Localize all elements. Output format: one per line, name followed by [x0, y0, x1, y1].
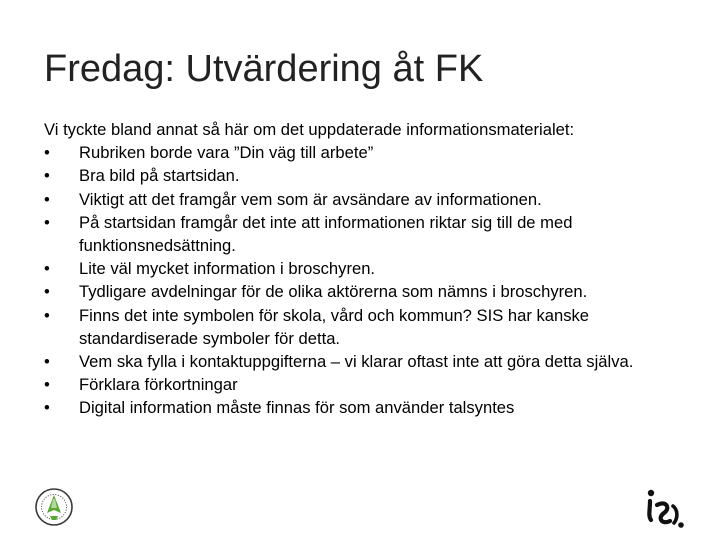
list-item-text: Bra bild på startsidan. [79, 166, 240, 186]
list-item [44, 396, 684, 419]
list-item [44, 304, 684, 350]
bullet-marker: • [44, 259, 50, 279]
list-item-text: Digital information måste finnas för som använder talsyntes [79, 398, 515, 418]
list-item-text: Lite väl mycket information i broschyren. [79, 259, 376, 279]
list-item-text: På startsidan framgår det inte att informationen riktar sig till de med funktionsnedsättning. [79, 212, 573, 256]
list-item [44, 350, 684, 373]
bullet-marker: • [44, 305, 50, 325]
bullet-list [44, 141, 684, 419]
bullet-marker: • [44, 189, 50, 209]
slide-body [44, 118, 684, 420]
list-item [44, 257, 684, 280]
bullet-marker: • [44, 282, 50, 302]
list-item-text: Tydligare avdelningar för de olika aktörerna som nämns i broschyren. [79, 282, 588, 302]
list-item-text: Viktigt att det framgår vem som är avsändare av informationen. [79, 189, 542, 209]
bullet-marker: • [44, 375, 50, 395]
list-item-text: Förklara förkortningar [79, 375, 238, 395]
list-item [44, 164, 684, 187]
list-item [44, 141, 684, 164]
green-round-emblem-graphic [34, 486, 74, 528]
list-item [44, 280, 684, 303]
bullet-marker: • [44, 143, 50, 163]
bullet-marker: • [44, 212, 50, 232]
stylized-organization-logo-icon [640, 488, 688, 530]
bullet-marker: • [44, 398, 50, 418]
list-item-text: Vem ska fylla i kontaktuppgifterna – vi klarar oftast inte att göra detta själva. [79, 352, 634, 372]
list-item-text: Rubriken borde vara ”Din väg till arbete” [79, 143, 374, 163]
bullet-marker: • [44, 352, 50, 372]
list-item [44, 211, 684, 257]
green-round-emblem-icon [34, 486, 74, 528]
stylized-organization-logo-graphic [640, 488, 688, 530]
bullet-marker: • [44, 166, 50, 186]
slide-title: Fredag: Utvärdering åt FK [44, 48, 484, 90]
list-item [44, 188, 684, 211]
list-item-text: Finns det inte symbolen för skola, vård och kommun? SIS har kanske standardiserade symboler för detta. [79, 305, 590, 348]
list-item [44, 373, 684, 396]
intro-text: Vi tyckte bland annat så här om det uppdaterade informationsmaterialet: [44, 120, 575, 139]
